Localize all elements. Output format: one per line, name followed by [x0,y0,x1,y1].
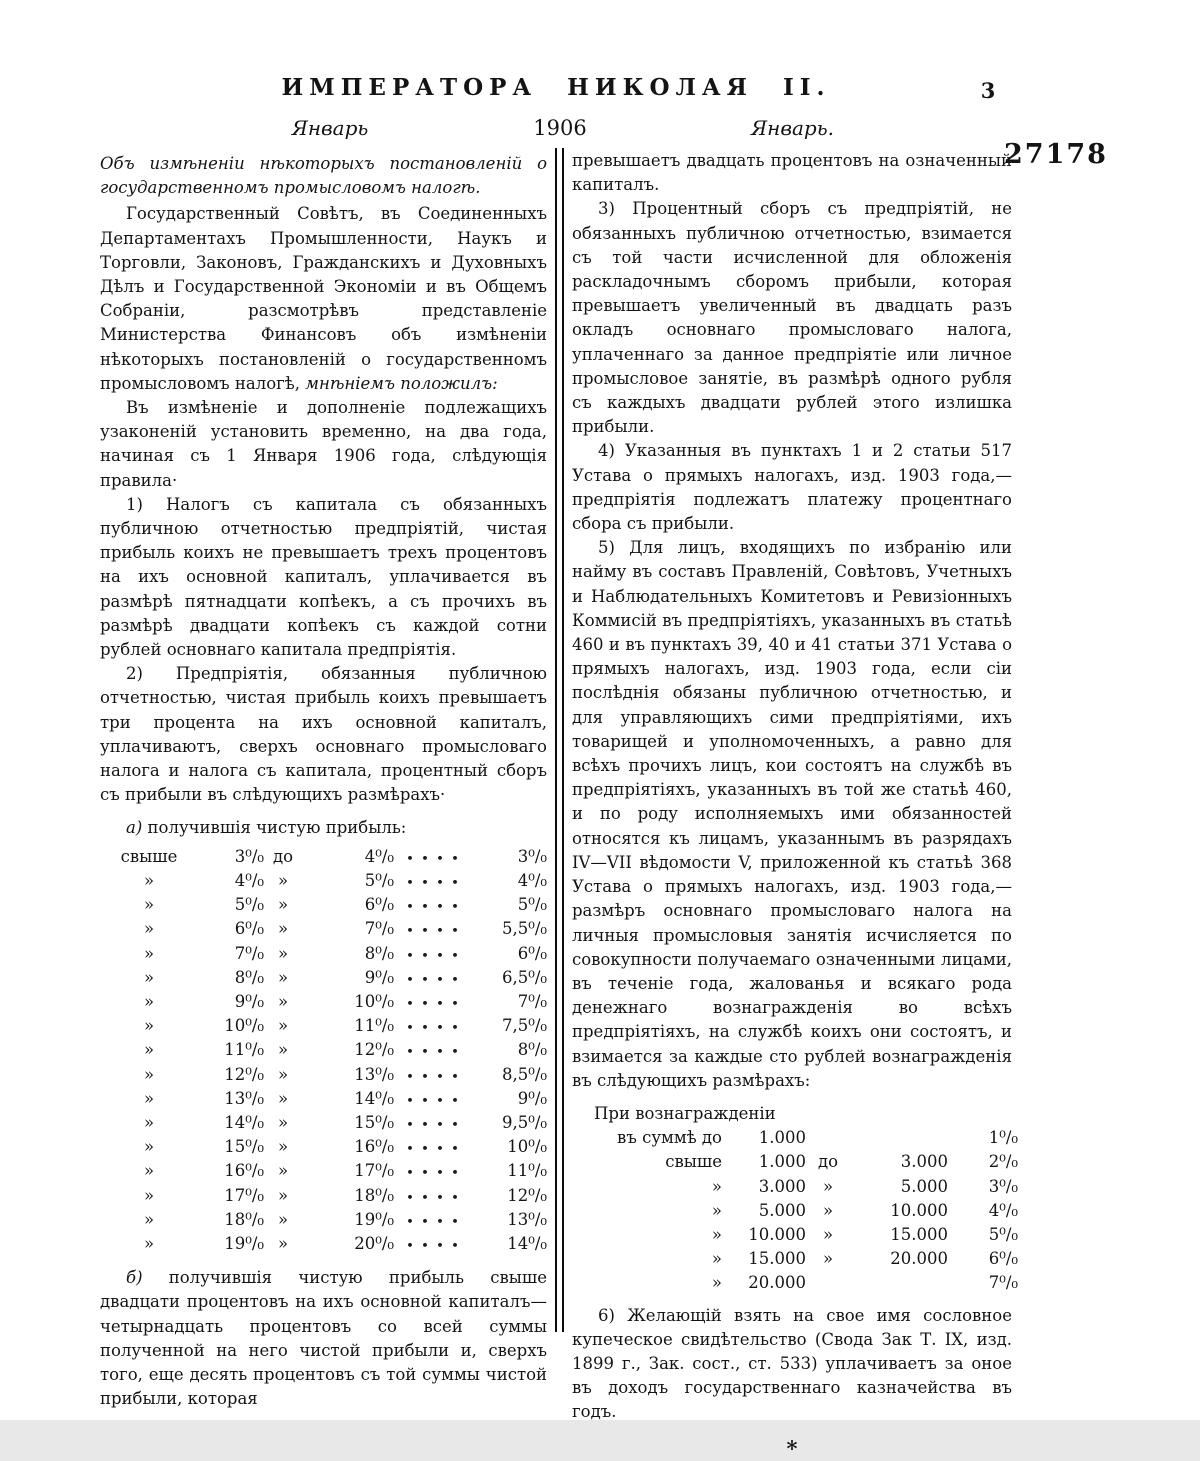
table-row [118,1159,547,1183]
range-to-amount: 5.000 [900,1176,948,1196]
table-row [118,1135,547,1159]
rate-value: 8⁰/₀ [517,1040,547,1060]
table-row [572,1271,1018,1295]
dot-leader [403,1087,462,1111]
range-connector: до [272,846,294,866]
profit-rate-table [118,845,547,1256]
paragraph-item-6: 6) Желающій взять на свое имя сословное купеческое свидѣтельство (Свода Зак Т. IX, изд. 1899 г., Зак. сост., ст. 533) уплачиваетъ за оное въ доходъ государственнаго казначейства въ годъ. [572,1305,1012,1422]
range-qualifier: » [711,1249,722,1269]
dot-leader [403,1232,462,1256]
table-row [572,1150,1018,1174]
paragraph-item-2: 2) Предпріятія, обязанныя публичною отчетностью, чистая прибыль коихъ превышаетъ три процента на ихъ основной капиталъ, уплачиваютъ, сверхъ основнаго промысловаго налога и налога съ капитала, процентный сборъ съ прибыли въ слѣдующихъ размѣрахъ· [100,664,547,805]
range-to: 9⁰/₀ [364,967,394,987]
range-to-amount: 3.000 [900,1152,948,1172]
rate-value: 8,5⁰/₀ [501,1064,547,1084]
list-a-text: получившія чистую прибыль: [147,818,407,838]
range-from-amount: 1.000 [758,1152,806,1172]
range-connector: » [277,1209,289,1229]
range-qualifier: » [143,1185,155,1205]
range-to: 10⁰/₀ [354,991,394,1011]
dot-leader [403,1038,462,1062]
range-qualifier: » [143,1040,155,1060]
list-a-intro [100,816,547,840]
range-qualifier: » [143,1088,155,1108]
rate-value: 3⁰/₀ [517,846,547,866]
rate-value: 7,5⁰/₀ [501,1016,547,1036]
table-row [118,1063,547,1087]
range-connector: » [277,1112,289,1132]
rate-value: 5⁰/₀ [988,1224,1018,1244]
range-to: 16⁰/₀ [354,1137,394,1157]
range-connector: » [277,1233,289,1253]
range-to: 15⁰/₀ [354,1112,394,1132]
range-from: 9⁰/₀ [234,991,264,1011]
dot-leader [403,1014,462,1038]
table-row [572,1126,1018,1150]
reward-table-heading: При вознагражденіи [594,1103,776,1123]
rate-value: 7⁰/₀ [988,1273,1018,1293]
range-qualifier: » [711,1176,722,1196]
rate-value: 4⁰/₀ [517,870,547,890]
reward-rate-table [572,1126,1018,1295]
range-qualifier: » [143,1112,155,1132]
dot-leader [403,1159,462,1183]
rate-value: 6⁰/₀ [517,943,547,963]
page-number: 3 [980,78,996,103]
list-b-marker: б) [126,1268,143,1288]
range-connector: » [822,1224,834,1244]
range-qualifier: » [143,1161,155,1181]
range-from: 13⁰/₀ [224,1088,264,1108]
range-from: 17⁰/₀ [224,1185,264,1205]
range-from: 7⁰/₀ [234,943,264,963]
act-number: 27178 [1004,139,1108,170]
table-row [118,1208,547,1232]
table-row [118,1087,547,1111]
range-from: 19⁰/₀ [224,1233,264,1253]
range-connector: » [277,870,289,890]
range-from-amount: 1.000 [758,1128,806,1148]
range-to: 17⁰/₀ [354,1161,394,1181]
range-to: 4⁰/₀ [364,846,394,866]
month-label-right: Январь. [751,116,834,140]
range-qualifier: свыше [665,1152,722,1172]
range-to: 20⁰/₀ [354,1233,394,1253]
table-row [572,1199,1018,1223]
range-from-amount: 15.000 [748,1249,806,1269]
table-row [572,1247,1018,1271]
asterisk-mark: * [786,1435,798,1461]
paragraph-item-3: 3) Процентный сборъ съ предпріятій, не обязанныхъ публичною отчетностью, взимается съ той части исчисленной для обложенія раскладочнымъ сборомъ прибыли, которая превышаетъ увеличенный въ двадцать разъ окладъ основнаго промысловаго налога, уплаченнаго за данное предпріятіе или личное промысловое занятіе, въ размѣрѣ одного рубля съ каждыхъ двадцати рублей этого излишка прибыли. [572,199,1012,437]
range-from-amount: 5.000 [758,1200,806,1220]
range-from-amount: 10.000 [748,1224,806,1244]
rate-value: 4⁰/₀ [988,1200,1018,1220]
rate-value: 7⁰/₀ [517,991,547,1011]
range-connector: » [277,1137,289,1157]
range-to: 5⁰/₀ [364,870,394,890]
range-qualifier: » [143,1233,155,1253]
column-divider-rule [555,148,564,1332]
range-connector: » [277,1185,289,1205]
rate-value: 12⁰/₀ [507,1185,547,1205]
range-connector: » [277,919,289,939]
paragraph-continuation: превышаетъ двадцать процентовъ на означенный капиталъ. [572,151,1012,195]
paragraph-text: Государственный Совѣтъ, въ Соединенныхъ Департаментахъ Промышленности, Наукъ и Торговли, Законовъ, Гражданскихъ и Духовныхъ Дѣлъ и Государственной Экономіи и въ Общемъ Собраніи, разсмотрѣвъ представленіе Министерства Финансовъ объ измѣненіи нѣкоторыхъ постановленій о государственномъ промысловомъ налогѣ, [100,204,547,393]
range-to: 19⁰/₀ [354,1209,394,1229]
dot-leader [403,1111,462,1135]
range-from: 4⁰/₀ [234,870,264,890]
rate-value: 5,5⁰/₀ [501,919,547,939]
range-from: 18⁰/₀ [224,1209,264,1229]
range-qualifier: » [143,1064,155,1084]
range-qualifier: въ суммѣ до [617,1128,722,1148]
table-row [118,1232,547,1256]
range-from: 14⁰/₀ [224,1112,264,1132]
act-title: Объ измѣненіи нѣкоторыхъ постановленій о государственномъ промысловомъ налогѣ. [100,154,547,198]
dot-leader [403,1135,462,1159]
range-from-amount: 20.000 [748,1273,806,1293]
range-connector: » [277,1016,289,1036]
range-connector: » [277,1161,289,1181]
range-to: 11⁰/₀ [354,1016,394,1036]
table-row [572,1223,1018,1247]
table-row [118,1038,547,1062]
range-qualifier: » [143,991,155,1011]
table-row [118,990,547,1014]
rate-value: 11⁰/₀ [507,1161,547,1181]
range-from: 11⁰/₀ [224,1040,264,1060]
range-connector: » [277,1088,289,1108]
range-from: 5⁰/₀ [234,895,264,915]
left-column [100,152,547,1411]
range-to: 8⁰/₀ [364,943,394,963]
table-row [118,893,547,917]
table-row [118,966,547,990]
paragraph-council [100,202,547,396]
dot-leader [403,869,462,893]
rate-value: 14⁰/₀ [507,1233,547,1253]
list-b-paragraph [100,1266,547,1411]
dot-leader [403,893,462,917]
range-connector: » [277,1040,289,1060]
range-qualifier: свыше [120,846,178,866]
rate-value: 1⁰/₀ [988,1128,1018,1148]
rate-value: 9,5⁰/₀ [501,1112,547,1132]
range-from: 15⁰/₀ [224,1137,264,1157]
dot-leader [403,990,462,1014]
paragraph-preamble: Въ измѣненіе и дополненіе подлежащихъ узаконеній установить временно, на два года, начиная съ 1 Января 1906 года, слѣдующія правила· [100,398,547,490]
rate-value: 6⁰/₀ [988,1249,1018,1269]
range-qualifier: » [143,943,155,963]
right-column [572,149,1018,1461]
range-to-amount: 20.000 [890,1249,948,1269]
table-row [118,1111,547,1135]
table-row [118,942,547,966]
range-to: 13⁰/₀ [354,1064,394,1084]
range-qualifier: » [143,1209,155,1229]
range-connector: » [277,967,289,987]
range-from: 3⁰/₀ [234,846,264,866]
range-from: 16⁰/₀ [224,1161,264,1181]
paragraph-item-4: 4) Указанныя въ пунктахъ 1 и 2 статьи 517 Устава о прямыхъ налогахъ, изд. 1903 года,—предпріятія подлежатъ платежу процентнаго сбора съ прибыли. [572,441,1012,534]
year-label: 1906 [533,116,587,140]
range-to: 7⁰/₀ [364,919,394,939]
rate-value: 9⁰/₀ [517,1088,547,1108]
table-row [118,917,547,941]
range-to-amount [850,1126,948,1150]
range-qualifier: » [143,967,155,987]
table-row [118,1184,547,1208]
range-qualifier: » [143,1137,155,1157]
paragraph-item-1: 1) Налогъ съ капитала съ обязанныхъ публичною отчетностью предпріятій, чистая прибыль коихъ не превышаетъ трехъ процентовъ на ихъ основной капиталъ, уплачивается въ размѣрѣ пятнадцати копѣекъ, а съ прочихъ въ размѣрѣ двадцати копѣекъ съ каждой сотни рублей основнаго капитала предпріятія. [100,494,547,660]
range-to: 6⁰/₀ [364,895,394,915]
range-to-amount: 10.000 [890,1200,948,1220]
range-connector: » [822,1249,834,1269]
range-from: 10⁰/₀ [224,1016,264,1036]
dot-leader [403,845,462,869]
range-from-amount: 3.000 [758,1176,806,1196]
table-row [118,845,547,869]
range-qualifier: » [711,1224,722,1244]
dot-leader [403,1063,462,1087]
range-to-amount: 15.000 [890,1224,948,1244]
rate-value: 3⁰/₀ [988,1176,1018,1196]
table-row [118,1014,547,1038]
range-connector: » [277,991,289,1011]
range-from: 12⁰/₀ [224,1064,264,1084]
list-a-marker: а) [126,818,143,838]
range-connector: до [817,1152,839,1172]
range-qualifier: » [711,1200,722,1220]
dot-leader [403,942,462,966]
range-from: 8⁰/₀ [234,967,264,987]
range-qualifier: » [143,870,155,890]
dot-leader [403,966,462,990]
range-from: 6⁰/₀ [234,919,264,939]
rate-value: 6,5⁰/₀ [501,967,547,987]
month-label-left: Январь [291,116,369,140]
paragraph-item-5: 5) Для лицъ, входящихъ по избранію или найму въ составъ Правленій, Совѣтовъ, Учетныхъ и Наблюдательныхъ Комитетовъ и Ревизіонныхъ Коммисій въ предпріятіяхъ, указанныхъ въ статьѣ 460 и въ пунктахъ 39, 40 и 41 статьи 371 Устава о прямыхъ налогахъ, изд. 1903 года, если сіи послѣднія обязаны публичною отчетностью, и для управляющихъ сими предпріятіями, ихъ товарищей и уполномоченныхъ, а равно для всѣхъ прочихъ лицъ, кои состоятъ на службѣ въ предпріятіяхъ, указанныхъ въ той же статьѣ 460, и по роду исполняемыхъ ими обязанностей относятся къ лицамъ, указаннымъ въ разрядахъ IV—VII вѣдомости V, приложенной къ статьѣ 368 Устава о прямыхъ налогахъ, изд. 1903 года,—размѣръ основнаго промысловаго налога на личныя промысловыя занятія исчисляется по совокупности получаемаго означенными лицами, въ теченіе года, жалованья и всякаго рода денежнаго вознагражденія во всѣхъ предпріятіяхъ, на службѣ коихъ они состоятъ, и взимается за каждые сто рублей вознагражденія въ слѣдующихъ размѣрахъ: [572,538,1012,1090]
dot-leader [403,917,462,941]
range-to: 14⁰/₀ [354,1088,394,1108]
range-qualifier: » [711,1273,722,1293]
paragraph-italic-tail: мнѣніемъ положилъ: [305,373,498,393]
rate-value: 5⁰/₀ [517,895,547,915]
rate-value: 13⁰/₀ [507,1209,547,1229]
table-row [118,869,547,893]
range-connector: » [822,1200,834,1220]
dot-leader [403,1208,462,1232]
range-connector [806,1126,850,1150]
table-row [572,1175,1018,1199]
dot-leader [403,1184,462,1208]
range-qualifier: » [143,895,155,915]
range-connector: » [277,895,289,915]
range-qualifier: » [143,1016,155,1036]
running-head-title: ИМПЕРАТОРА НИКОЛАЯ II. [281,74,831,101]
range-to-amount [850,1271,948,1295]
list-b-text: получившія чистую прибыль свыше двадцати процентовъ на ихъ основной капиталъ—четырнадцать процентовъ со всей суммы полученной на него чистой прибыли и, сверхъ того, еще десять процентовъ съ той суммы чистой прибыли, которая [100,1268,547,1409]
rate-value: 2⁰/₀ [988,1152,1018,1172]
range-qualifier: » [143,919,155,939]
range-connector: » [277,943,289,963]
range-to: 18⁰/₀ [354,1185,394,1205]
range-connector: » [277,1064,289,1084]
rate-value: 10⁰/₀ [507,1137,547,1157]
range-to: 12⁰/₀ [354,1040,394,1060]
range-connector: » [822,1176,834,1196]
range-connector [806,1271,850,1295]
